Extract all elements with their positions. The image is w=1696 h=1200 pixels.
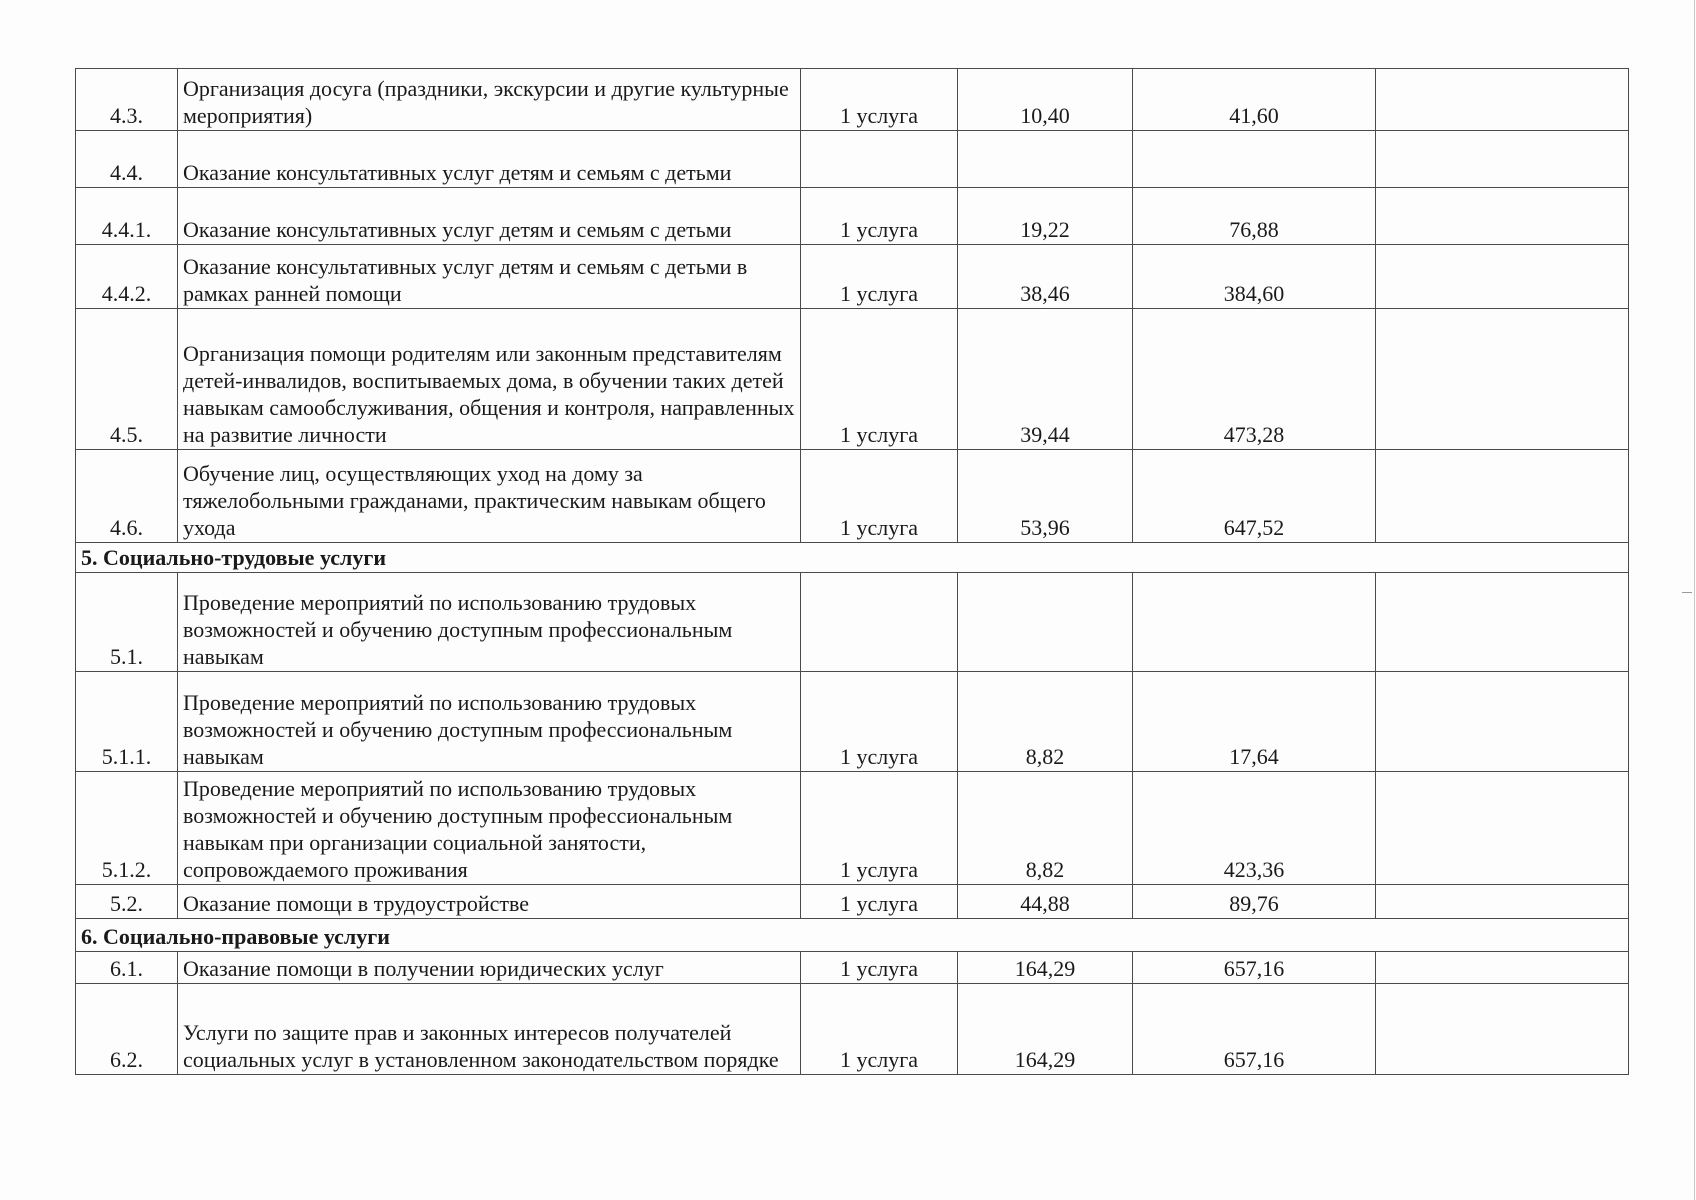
empty-cell <box>1376 188 1629 245</box>
price-cell: 38,46 <box>958 245 1133 309</box>
total-cell <box>1133 573 1376 672</box>
empty-cell <box>1376 69 1629 131</box>
empty-cell <box>1376 885 1629 919</box>
unit-cell: 1 услуга <box>801 885 958 919</box>
price-cell: 8,82 <box>958 672 1133 772</box>
service-name: Проведение мероприятий по использованию трудовых возможностей и обучению доступным профессиональным навыкам <box>178 573 801 672</box>
service-name: Услуги по защите прав и законных интересов получателей социальных услуг в установленном законодательством порядке <box>178 984 801 1075</box>
total-cell <box>1133 131 1376 188</box>
row-number: 4.3. <box>76 69 178 131</box>
row-number: 5.1.2. <box>76 772 178 885</box>
empty-cell <box>1376 245 1629 309</box>
unit-cell: 1 услуга <box>801 450 958 543</box>
row-number: 4.5. <box>76 309 178 450</box>
total-cell: 89,76 <box>1133 885 1376 919</box>
service-name: Проведение мероприятий по использованию трудовых возможностей и обучению доступным профессиональным навыкам <box>178 672 801 772</box>
empty-cell <box>958 919 1133 952</box>
service-name: Оказание консультативных услуг детям и семьям с детьми <box>178 188 801 245</box>
service-name: Организация помощи родителям или законным представителям детей-инвалидов, воспитываемых дома, в обучении таких детей навыкам самообслуживания, общения и контроля, направленных на развитие личности <box>178 309 801 450</box>
price-cell: 53,96 <box>958 450 1133 543</box>
empty-cell <box>1133 919 1376 952</box>
empty-cell <box>1376 450 1629 543</box>
unit-cell: 1 услуга <box>801 309 958 450</box>
unit-cell: 1 услуга <box>801 69 958 131</box>
service-name: Оказание консультативных услуг детям и семьям с детьми в рамках ранней помощи <box>178 245 801 309</box>
total-cell: 647,52 <box>1133 450 1376 543</box>
row-number: 4.6. <box>76 450 178 543</box>
price-cell: 8,82 <box>958 772 1133 885</box>
row-number: 6.1. <box>76 952 178 984</box>
unit-cell: 1 услуга <box>801 984 958 1075</box>
price-cell: 164,29 <box>958 984 1133 1075</box>
table-row <box>76 188 1629 245</box>
services-table <box>75 68 1629 1075</box>
empty-cell <box>801 543 958 573</box>
price-cell: 44,88 <box>958 885 1133 919</box>
service-name: Проведение мероприятий по использованию трудовых возможностей и обучению доступным профессиональным навыкам при организации социальной занятости, сопровождаемого проживания <box>178 772 801 885</box>
section-row <box>76 919 1629 952</box>
empty-cell <box>1376 984 1629 1075</box>
empty-cell <box>801 919 958 952</box>
section-heading: 6. Социально-правовые услуги <box>76 919 801 952</box>
empty-cell <box>1376 131 1629 188</box>
scan-tick-mark <box>1682 592 1692 593</box>
total-cell: 473,28 <box>1133 309 1376 450</box>
service-name: Обучение лиц, осуществляющих уход на дому за тяжелобольными гражданами, практическим навыкам общего ухода <box>178 450 801 543</box>
unit-cell: 1 услуга <box>801 672 958 772</box>
empty-cell <box>1133 543 1376 573</box>
total-cell: 384,60 <box>1133 245 1376 309</box>
scan-edge-line <box>1694 0 1695 1200</box>
total-cell: 657,16 <box>1133 952 1376 984</box>
row-number: 5.1.1. <box>76 672 178 772</box>
service-name: Оказание помощи в трудоустройстве <box>178 885 801 919</box>
price-cell <box>958 131 1133 188</box>
unit-cell: 1 услуга <box>801 188 958 245</box>
price-cell: 10,40 <box>958 69 1133 131</box>
table-row <box>76 952 1629 984</box>
empty-cell <box>1376 672 1629 772</box>
empty-cell <box>1376 772 1629 885</box>
total-cell: 423,36 <box>1133 772 1376 885</box>
table-row <box>76 450 1629 543</box>
total-cell: 657,16 <box>1133 984 1376 1075</box>
table-row <box>76 69 1629 131</box>
empty-cell <box>1376 573 1629 672</box>
unit-cell: 1 услуга <box>801 952 958 984</box>
price-cell: 19,22 <box>958 188 1133 245</box>
total-cell: 41,60 <box>1133 69 1376 131</box>
price-cell: 39,44 <box>958 309 1133 450</box>
empty-cell <box>958 543 1133 573</box>
unit-cell: 1 услуга <box>801 772 958 885</box>
empty-cell <box>1376 309 1629 450</box>
service-name: Организация досуга (праздники, экскурсии и другие культурные мероприятия) <box>178 69 801 131</box>
empty-cell <box>1376 952 1629 984</box>
table-row <box>76 131 1629 188</box>
row-number: 5.1. <box>76 573 178 672</box>
unit-cell <box>801 573 958 672</box>
price-cell <box>958 573 1133 672</box>
service-name: Оказание консультативных услуг детям и семьям с детьми <box>178 131 801 188</box>
empty-cell <box>1376 919 1629 952</box>
service-name: Оказание помощи в получении юридических услуг <box>178 952 801 984</box>
table-row <box>76 245 1629 309</box>
section-heading: 5. Социально-трудовые услуги <box>76 543 801 573</box>
total-cell: 17,64 <box>1133 672 1376 772</box>
row-number: 4.4.2. <box>76 245 178 309</box>
row-number: 6.2. <box>76 984 178 1075</box>
section-row <box>76 543 1629 573</box>
row-number: 4.4.1. <box>76 188 178 245</box>
table-row <box>76 984 1629 1075</box>
empty-cell <box>1376 543 1629 573</box>
table-row <box>76 885 1629 919</box>
unit-cell <box>801 131 958 188</box>
table-row <box>76 573 1629 672</box>
row-number: 4.4. <box>76 131 178 188</box>
total-cell: 76,88 <box>1133 188 1376 245</box>
table-row <box>76 309 1629 450</box>
unit-cell: 1 услуга <box>801 245 958 309</box>
table-row <box>76 672 1629 772</box>
table-row <box>76 772 1629 885</box>
price-cell: 164,29 <box>958 952 1133 984</box>
row-number: 5.2. <box>76 885 178 919</box>
